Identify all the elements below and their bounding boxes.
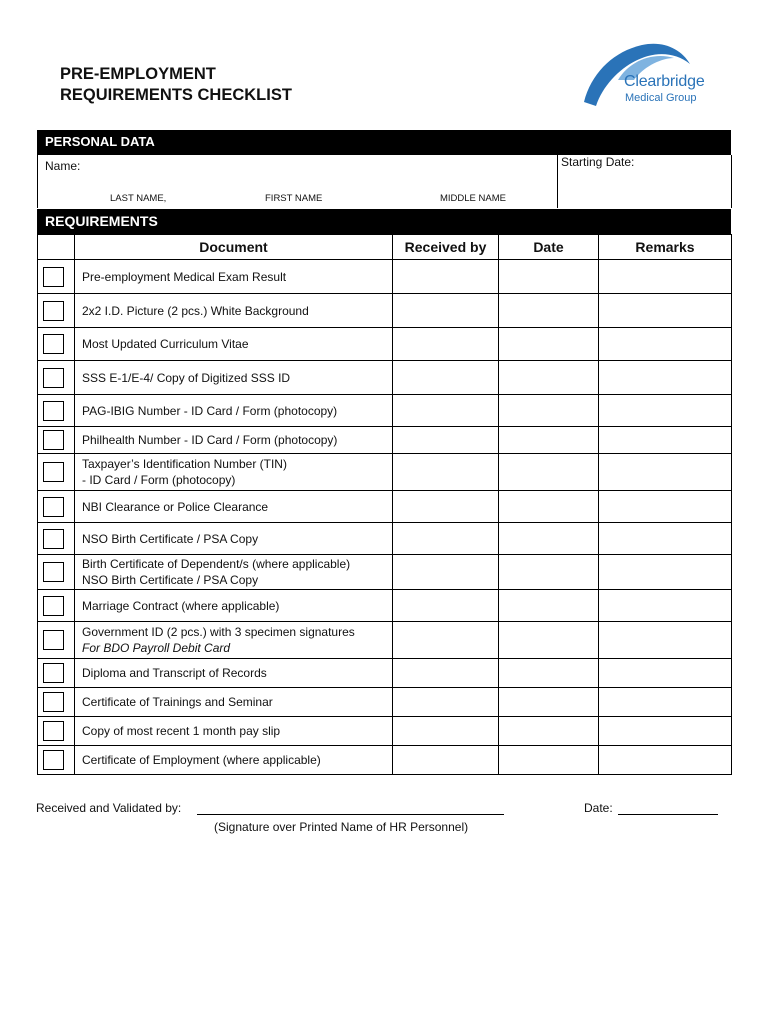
document-cell	[75, 523, 393, 555]
date-line[interactable]	[618, 814, 718, 815]
table-row	[38, 659, 732, 688]
remarks-cell[interactable]	[599, 395, 732, 427]
received-by-cell[interactable]	[393, 622, 499, 659]
requirement-checkbox[interactable]	[43, 562, 64, 582]
date-cell[interactable]	[499, 294, 599, 328]
date-cell[interactable]	[499, 717, 599, 746]
date-cell[interactable]	[499, 491, 599, 523]
document-label: SSS E-1/E-4/ Copy of Digitized SSS ID	[82, 370, 291, 385]
date-cell[interactable]	[499, 523, 599, 555]
date-cell[interactable]	[499, 328, 599, 361]
table-row	[38, 427, 732, 454]
document-label: Certificate of Employment (where applicable)	[82, 753, 321, 767]
document-cell	[75, 590, 393, 622]
logo-text-medical-group: Medical Group	[625, 92, 697, 104]
column-header-document: Document	[75, 235, 393, 260]
date-cell[interactable]	[499, 427, 599, 454]
remarks-cell[interactable]	[599, 523, 732, 555]
document-cell	[75, 491, 393, 523]
table-row	[38, 260, 732, 294]
document-label-line2: NSO Birth Certificate / PSA Copy	[82, 573, 259, 587]
column-header-received-by: Received by	[393, 235, 499, 260]
requirement-checkbox[interactable]	[43, 301, 64, 321]
document-label: Marriage Contract (where applicable)	[82, 598, 280, 613]
remarks-cell[interactable]	[599, 361, 732, 395]
table-row	[38, 491, 732, 523]
remarks-cell[interactable]	[599, 491, 732, 523]
document-label: Philhealth Number - ID Card / Form (photocopy)	[82, 433, 338, 447]
remarks-cell[interactable]	[599, 454, 732, 491]
table-row	[38, 555, 732, 590]
table-row	[38, 328, 732, 361]
date-cell[interactable]	[499, 688, 599, 717]
remarks-cell[interactable]	[599, 555, 732, 590]
company-logo	[578, 40, 708, 110]
requirements-header	[37, 209, 731, 234]
remarks-cell[interactable]	[599, 746, 732, 775]
remarks-cell[interactable]	[599, 717, 732, 746]
received-by-cell[interactable]	[393, 294, 499, 328]
starting-date-label: Starting Date:	[561, 155, 635, 169]
date-cell[interactable]	[499, 361, 599, 395]
document-label: Most Updated Curriculum Vitae	[82, 337, 249, 351]
document-label: Certificate of Trainings and Seminar	[82, 695, 273, 709]
logo-text-clearbridge: Clearbridge	[624, 73, 705, 90]
received-by-cell[interactable]	[393, 260, 499, 294]
table-row	[38, 717, 732, 746]
remarks-cell[interactable]	[599, 427, 732, 454]
requirement-checkbox[interactable]	[43, 334, 64, 354]
document-cell	[75, 688, 393, 717]
personal-data-header	[37, 130, 731, 155]
requirement-checkbox[interactable]	[43, 267, 64, 287]
footer-date-label: Date:	[584, 801, 613, 815]
remarks-cell[interactable]	[599, 328, 732, 361]
received-by-cell[interactable]	[393, 361, 499, 395]
document-label: Diploma and Transcript of Records	[82, 666, 267, 680]
date-cell[interactable]	[499, 395, 599, 427]
document-cell	[75, 746, 393, 775]
document-cell	[75, 555, 393, 590]
date-cell[interactable]	[499, 260, 599, 294]
received-by-cell[interactable]	[393, 395, 499, 427]
date-cell[interactable]	[499, 555, 599, 590]
requirement-checkbox[interactable]	[43, 596, 64, 616]
document-cell	[75, 328, 393, 361]
received-by-cell[interactable]	[393, 717, 499, 746]
document-label: Birth Certificate of Dependent/s (where applicable)	[82, 557, 351, 571]
table-row	[38, 454, 732, 491]
requirement-checkbox[interactable]	[43, 368, 64, 388]
title-line-2: REQUIREMENTS CHECKLIST	[60, 86, 292, 104]
title-line-1: PRE-EMPLOYMENT	[60, 65, 216, 83]
received-by-cell[interactable]	[393, 427, 499, 454]
table-header-row	[38, 235, 732, 260]
date-cell[interactable]	[499, 454, 599, 491]
document-cell	[75, 717, 393, 746]
document-cell	[75, 622, 393, 659]
document-label: Government ID (2 pcs.) with 3 specimen signatures	[82, 625, 355, 639]
document-label: NSO Birth Certificate / PSA Copy	[82, 531, 259, 546]
requirement-checkbox[interactable]	[43, 401, 64, 421]
table-row	[38, 294, 732, 328]
middle-name-label: MIDDLE NAME	[440, 193, 506, 204]
requirement-checkbox[interactable]	[43, 692, 64, 712]
table-row	[38, 688, 732, 717]
table-row	[38, 361, 732, 395]
received-by-cell[interactable]	[393, 659, 499, 688]
requirement-checkbox[interactable]	[43, 663, 64, 683]
date-cell[interactable]	[499, 659, 599, 688]
document-cell	[75, 659, 393, 688]
received-by-cell[interactable]	[393, 454, 499, 491]
personal-divider	[557, 155, 558, 208]
document-label: Pre-employment Medical Exam Result	[82, 269, 287, 284]
document-label: 2x2 I.D. Picture (2 pcs.) White Background	[82, 303, 309, 318]
document-title	[60, 64, 292, 106]
last-name-label: LAST NAME,	[110, 193, 167, 204]
name-label: Name:	[45, 159, 81, 173]
date-cell[interactable]	[499, 622, 599, 659]
received-by-cell[interactable]	[393, 491, 499, 523]
document-label-line2: For BDO Payroll Debit Card	[82, 641, 231, 655]
document-cell	[75, 260, 393, 294]
document-cell	[75, 427, 393, 454]
table-row	[38, 395, 732, 427]
document-label: Copy of most recent 1 month pay slip	[82, 724, 281, 738]
received-by-cell[interactable]	[393, 746, 499, 775]
received-validated-label: Received and Validated by:	[36, 801, 182, 815]
personal-data-box	[37, 155, 732, 208]
document-label-line2: - ID Card / Form (photocopy)	[82, 473, 236, 487]
requirement-checkbox[interactable]	[43, 497, 64, 517]
remarks-cell[interactable]	[599, 260, 732, 294]
table-row	[38, 746, 732, 775]
remarks-cell[interactable]	[599, 590, 732, 622]
date-cell[interactable]	[499, 590, 599, 622]
document-label: PAG-IBIG Number - ID Card / Form (photocopy)	[82, 403, 338, 418]
signature-line[interactable]	[197, 814, 504, 815]
remarks-cell[interactable]	[599, 622, 732, 659]
received-by-cell[interactable]	[393, 688, 499, 717]
requirement-checkbox[interactable]	[43, 462, 64, 482]
personal-data-title: PERSONAL DATA	[45, 134, 155, 149]
table-row	[38, 590, 732, 622]
remarks-cell[interactable]	[599, 688, 732, 717]
document-cell	[75, 454, 393, 491]
requirement-checkbox[interactable]	[43, 750, 64, 770]
document-cell	[75, 395, 393, 427]
requirement-checkbox[interactable]	[43, 630, 64, 650]
requirements-title: REQUIREMENTS	[45, 213, 158, 229]
table-row	[38, 523, 732, 555]
received-by-cell[interactable]	[393, 555, 499, 590]
document-cell	[75, 294, 393, 328]
document-label: NBI Clearance or Police Clearance	[82, 499, 269, 514]
first-name-label: FIRST NAME	[265, 193, 323, 204]
remarks-cell[interactable]	[599, 659, 732, 688]
requirement-checkbox[interactable]	[43, 529, 64, 549]
received-by-cell[interactable]	[393, 328, 499, 361]
received-by-cell[interactable]	[393, 523, 499, 555]
table-row	[38, 622, 732, 659]
date-cell[interactable]	[499, 746, 599, 775]
received-by-cell[interactable]	[393, 590, 499, 622]
signature-note: (Signature over Printed Name of HR Personnel)	[214, 820, 469, 834]
requirement-checkbox[interactable]	[43, 721, 64, 741]
requirements-table	[37, 234, 732, 775]
remarks-cell[interactable]	[599, 294, 732, 328]
checkbox-column-header	[38, 235, 75, 260]
requirement-checkbox[interactable]	[43, 430, 64, 450]
document-label: Taxpayer’s Identification Number (TIN)	[82, 457, 287, 471]
document-cell	[75, 361, 393, 395]
column-header-date: Date	[499, 235, 599, 260]
column-header-remarks: Remarks	[599, 235, 732, 260]
